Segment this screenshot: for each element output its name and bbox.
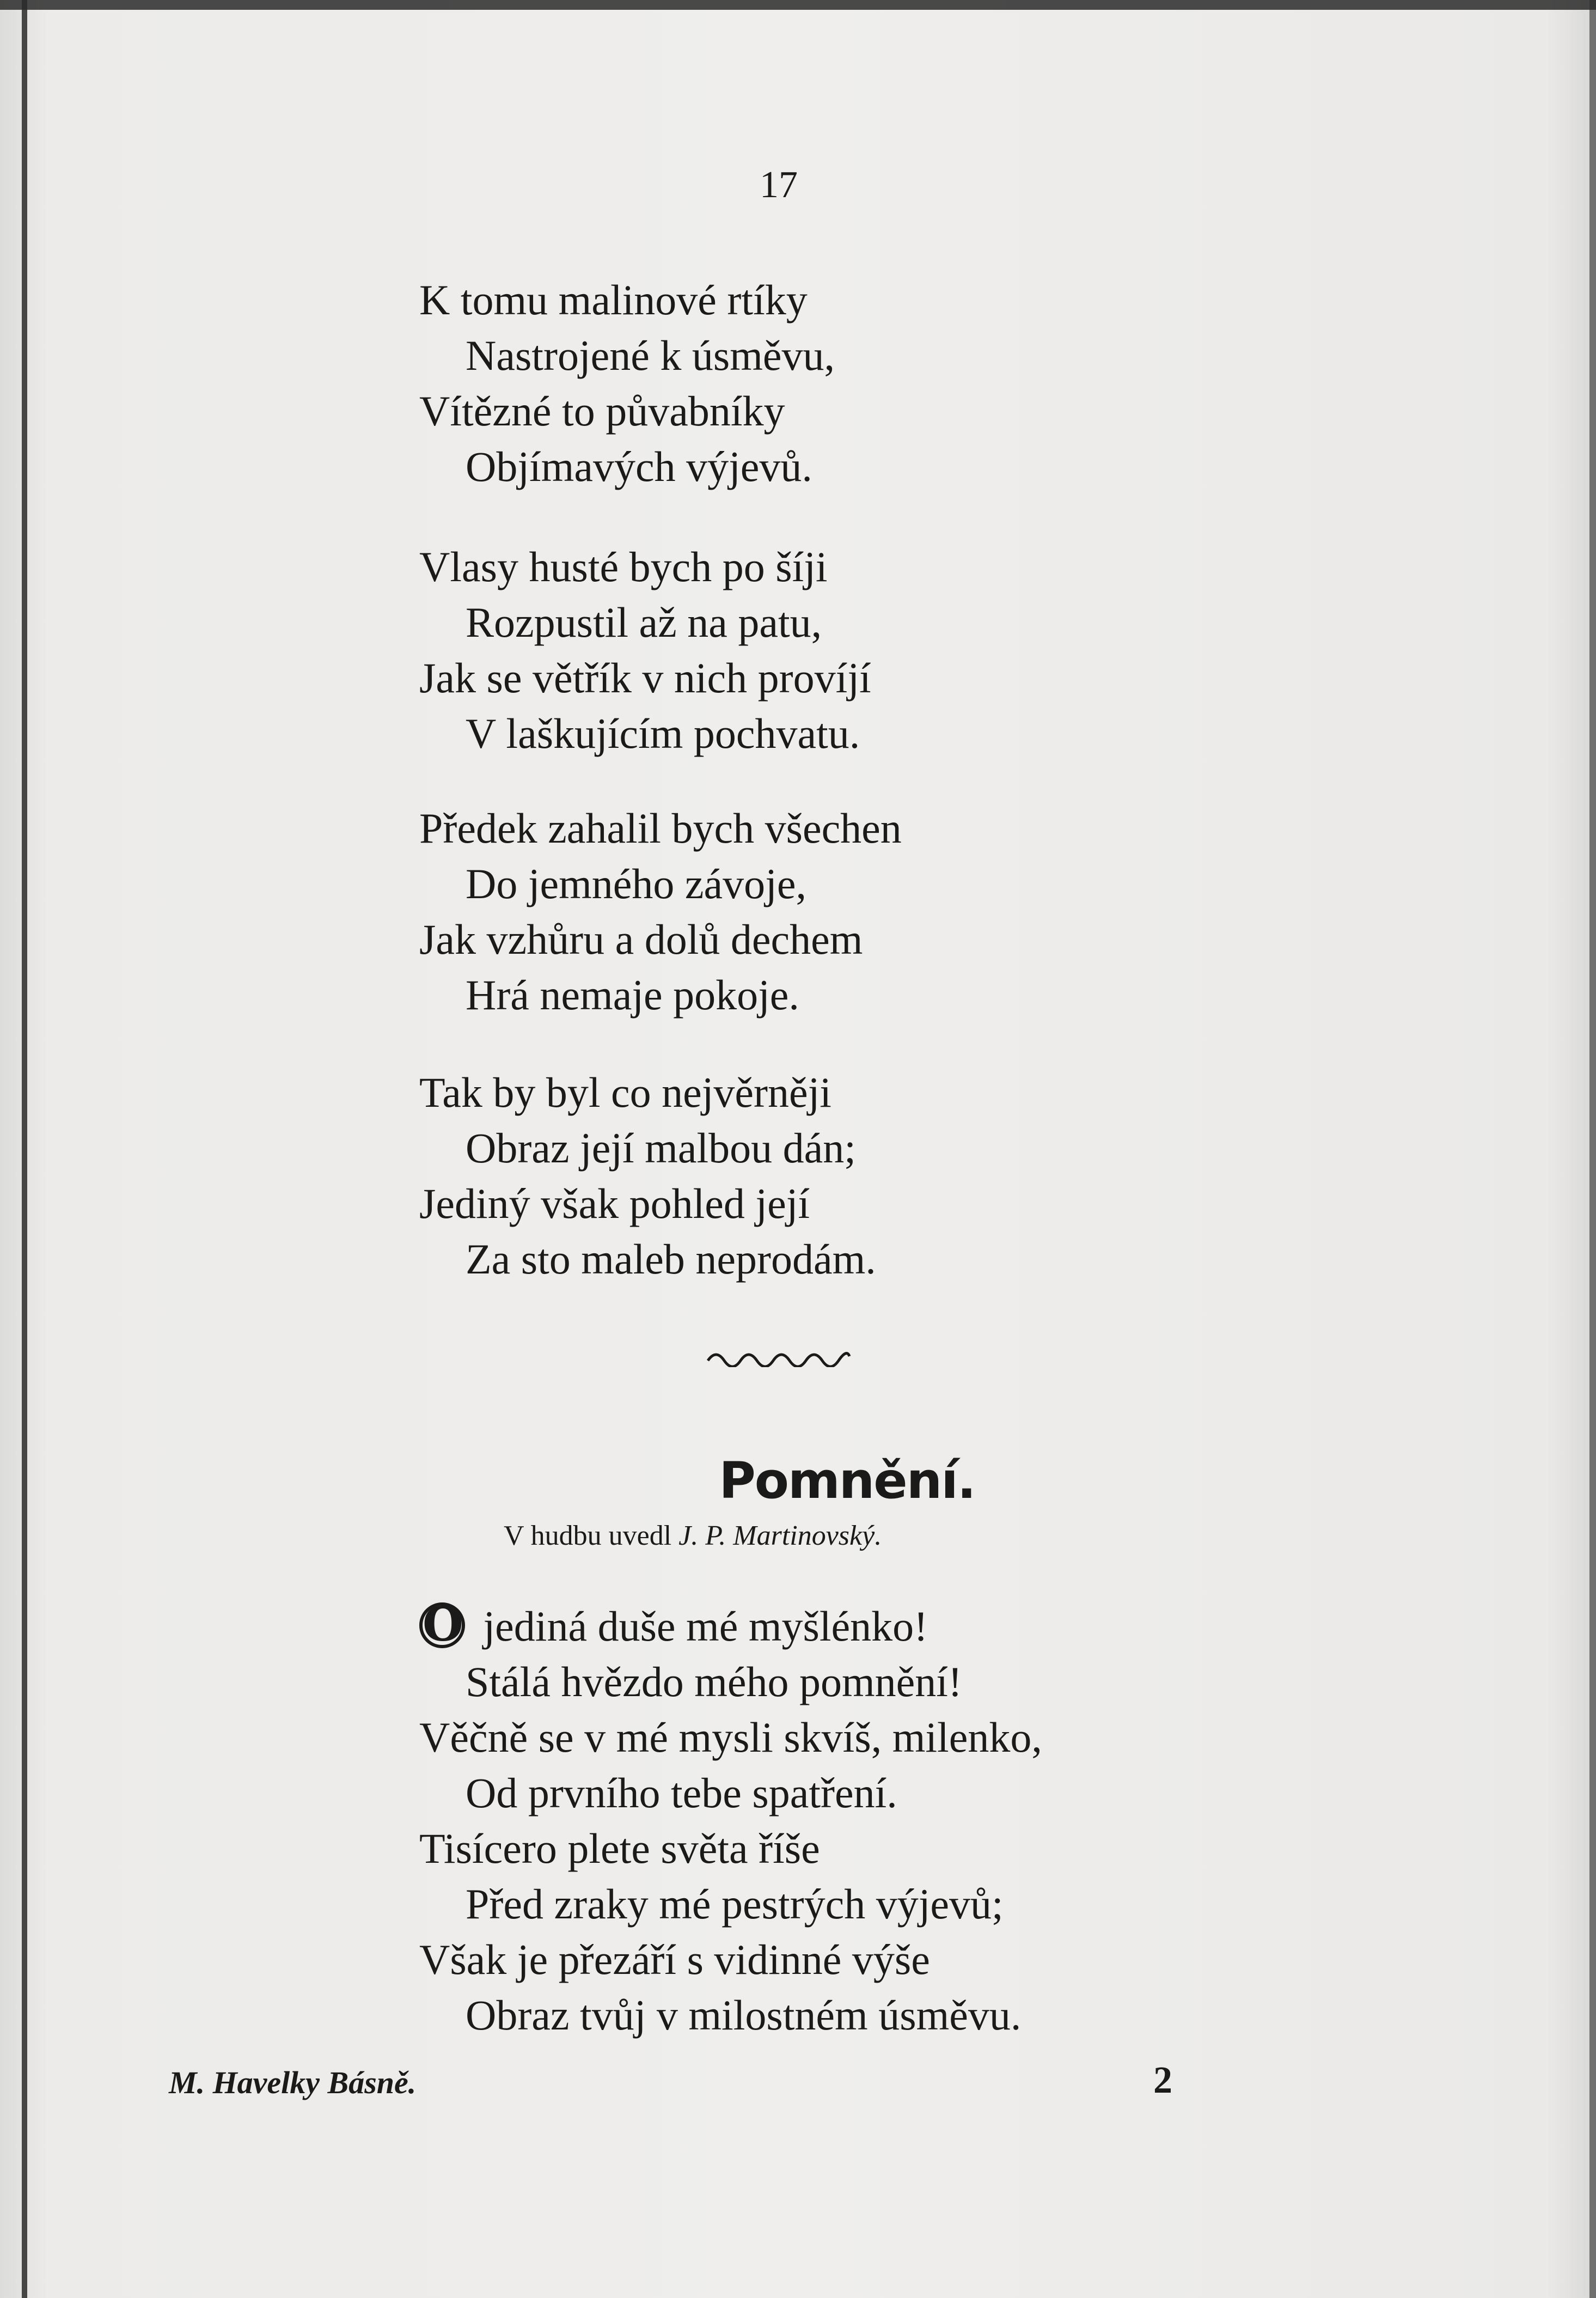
stanza-2 bbox=[419, 539, 871, 761]
subtitle-prefix: V hudbu uvedl bbox=[504, 1520, 679, 1551]
footer-sheet-number: 2 bbox=[1153, 2059, 1172, 2101]
verse-line: Obraz tvůj v milostném úsměvu. bbox=[466, 1991, 1022, 2039]
first-line-text: jediná duše mé myšlénko! bbox=[473, 1602, 928, 1650]
verse-line: Jak vzhůru a dolů dechem bbox=[419, 916, 863, 963]
verse-line: Od prvního tebe spatření. bbox=[466, 1769, 897, 1817]
verse-line: Rozpustil až na patu, bbox=[466, 599, 822, 646]
verse-line-first bbox=[419, 1599, 1042, 1654]
stanza-1 bbox=[419, 272, 835, 495]
wavy-divider-ornament bbox=[705, 1345, 852, 1367]
poem-title: Pomnění. bbox=[719, 1452, 975, 1510]
page-gutter-shadow bbox=[22, 0, 27, 2298]
verse-line: V laškujícím pochvatu. bbox=[466, 710, 860, 757]
verse-line: Nastrojené k úsměvu, bbox=[466, 332, 835, 379]
footer-signature: M. Havelky Básně. bbox=[169, 2065, 417, 2100]
verse-line: Hrá nemaje pokoje. bbox=[466, 971, 799, 1019]
verse-line: Však je přezáří s vidinné výše bbox=[419, 1936, 930, 1983]
verse-line: K tomu malinové rtíky bbox=[419, 276, 808, 324]
drop-cap: O bbox=[419, 1602, 465, 1648]
verse-line: Do jemného závoje, bbox=[466, 860, 806, 907]
page-right-edge bbox=[1589, 0, 1596, 2298]
stanza-3 bbox=[419, 801, 902, 1023]
composer-name: J. P. Martinovský. bbox=[678, 1520, 882, 1551]
page-top-edge bbox=[0, 0, 1596, 10]
verse-line: Jediný však pohled její bbox=[419, 1180, 810, 1227]
verse-line: Jak se větřík v nich províjí bbox=[419, 654, 871, 702]
verse-line: Stálá hvězdo mého pomnění! bbox=[466, 1658, 962, 1705]
verse-line: Objímavých výjevů. bbox=[466, 443, 812, 490]
verse-line: Tisícero plete světa říše bbox=[419, 1825, 820, 1872]
verse-line: Předek zahalil bych všechen bbox=[419, 804, 902, 852]
page-number: 17 bbox=[760, 164, 798, 206]
poem-body bbox=[419, 1599, 1042, 2043]
verse-line: Vlasy husté bych po šíji bbox=[419, 543, 828, 590]
verse-line: Obraz její malbou dán; bbox=[466, 1124, 856, 1172]
verse-line: Tak by byl co nejvěrněji bbox=[419, 1069, 831, 1116]
stanza-4 bbox=[419, 1065, 876, 1287]
poem-subtitle bbox=[504, 1520, 882, 1552]
verse-line: Věčně se v mé mysli skvíš, milenko, bbox=[419, 1714, 1042, 1761]
verse-line: Vítězné to půvabníky bbox=[419, 387, 785, 435]
verse-line: Za sto maleb neprodám. bbox=[466, 1235, 876, 1283]
verse-line: Před zraky mé pestrých výjevů; bbox=[466, 1880, 1004, 1928]
